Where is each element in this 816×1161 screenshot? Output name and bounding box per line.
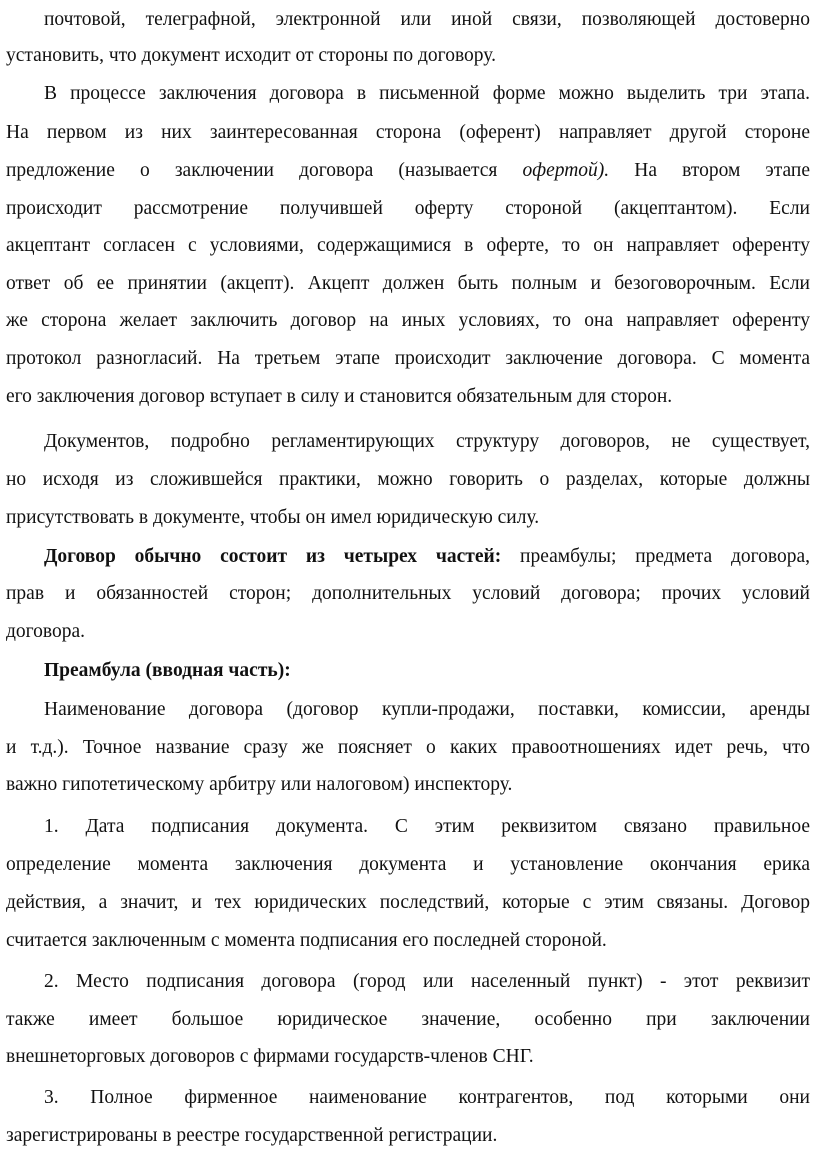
text-line: почтовой, телеграфной, электронной или иной связи, позволяющей достоверно (44, 9, 810, 30)
list-item-line: действия, а значит, и тех юридических последствий, которые с этим связаны. Договор (6, 892, 810, 913)
text-line: его заключения договор вступает в силу и становится обязательным для сторон. (6, 386, 673, 407)
text-line: и т.д.). Точное название сразу же поясняет о каких правоотношениях идет речь, что (6, 737, 810, 758)
text-line: На первом из них заинтересованная сторона (оферент) направляет другой стороне (6, 122, 810, 143)
list-item-line: 3. Полное фирменное наименование контрагентов, под которыми они (44, 1087, 810, 1108)
list-item-line: определение момента заключения документа и установление окончания ерика (6, 854, 810, 875)
text-line (6, 159, 810, 183)
text-line: но исходя из сложившейся практики, можно говорить о разделах, которые должны (6, 469, 810, 490)
section-heading: Преамбула (вводная часть): (44, 660, 291, 681)
text-span: преамбулы; предмета договора, (501, 546, 810, 567)
text-line: акцептант согласен с условиями, содержащимися в оферте, то он направляет оференту (6, 235, 810, 256)
text-line: же сторона желает заключить договор на иных условиях, то она направляет оференту (6, 310, 810, 331)
bold-lead: Договор обычно состоит из четырех частей: (44, 546, 502, 567)
list-item-line: считается заключенным с момента подписания его последней стороной. (6, 930, 607, 951)
italic-term: офертой). (522, 160, 610, 181)
text-line: Наименование договора (договор купли-продажи, поставки, комиссии, аренды (44, 699, 810, 720)
text-line: важно гипотетическому арбитру или налоговом) инспектору. (6, 774, 513, 795)
text-line: присутствовать в документе, чтобы он имел юридическую силу. (6, 507, 540, 528)
text-line: В процессе заключения договора в письменной форме можно выделить три этапа. (44, 83, 810, 104)
text-line: Документов, подробно регламентирующих структуру договоров, не существует, (44, 431, 810, 452)
list-item-line: зарегистрированы в реестре государственной регистрации. (6, 1125, 498, 1146)
text-span: предложение о заключении договора (называется (6, 160, 523, 181)
text-line: происходит рассмотрение получившей оферту стороной (акцептантом). Если (6, 198, 810, 219)
text-line (44, 545, 810, 569)
text-line: договора. (6, 621, 86, 642)
text-line: ответ об ее принятии (акцепт). Акцепт должен быть полным и безоговорочным. Если (6, 273, 810, 294)
text-span: На втором этапе (609, 160, 811, 181)
list-item-line: также имеет большое юридическое значение, особенно при заключении (6, 1009, 810, 1030)
text-line: прав и обязанностей сторон; дополнительных условий договора; прочих условий (6, 583, 810, 604)
text-line: установить, что документ исходит от стороны по договору. (6, 45, 496, 66)
text-line: протокол разногласий. На третьем этапе происходит заключение договора. С момента (6, 348, 810, 369)
list-item-line: 1. Дата подписания документа. С этим реквизитом связано правильное (44, 816, 810, 837)
list-item-line: 2. Место подписания договора (город или населенный пункт) - этот реквизит (44, 971, 810, 992)
list-item-line: внешнеторговых договоров с фирмами государств-членов СНГ. (6, 1046, 534, 1067)
